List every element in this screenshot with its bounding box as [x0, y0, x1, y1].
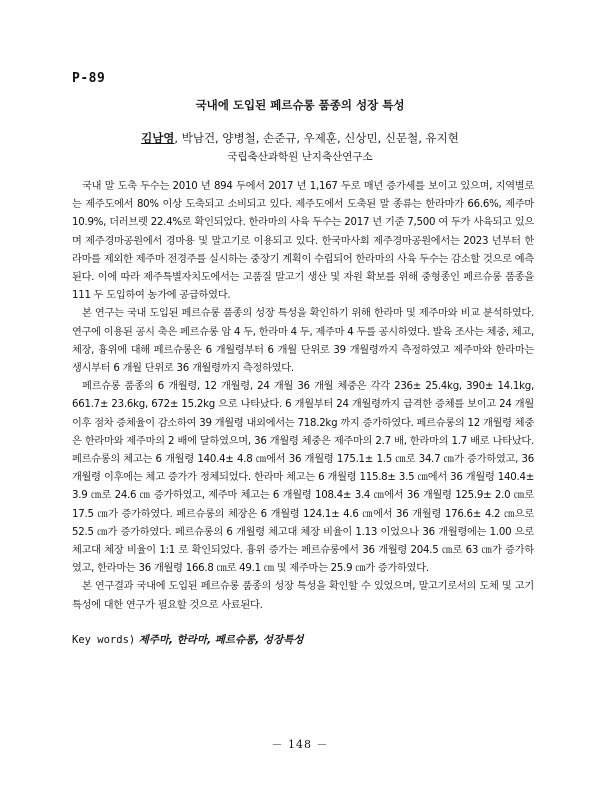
- abstract-body: [72, 178, 534, 615]
- abstract-paragraph-1: 국내 말 도축 두수는 2010 년 894 두에서 2017 년 1,167 두로 매년 증가세를 보이고 있으며, 지역별로는 제주도에서 80% 이상 도축되고 소비되고 있다. 제주도에서 도축된 말 종류는 한라마가 66.6%, 제주마 10.9%, 더러브렛 22.4%로 확인되었다. 한라마의 사육 두수는 2017 년 기준 7,500 여 두가 사육되고 있으며 제주경마공원에서 경마용 및 말고기로 이용되고 있다. 한국마사회 제주경마공원에서는 2023 년부터 한라마를 제외한 제주마 전경주를 실시하는 중장기 계획이 수립되어 한라마의 사육 두수는 감소할 것으로 예측된다. 이에 따라 제주특별자치도에서는 고품질 말고기 생산 및 자원 확보를 위해 중형종인 페르슈롱 품종을 111 두 도입하여 농가에 공급하였다.: [72, 181, 534, 302]
- keywords-line: [72, 632, 304, 647]
- affiliation: 국립축산과학원 난지축산연구소: [227, 151, 373, 163]
- author-list: [0, 130, 600, 146]
- co-authors: , 박남건, 양병철, 손준규, 우제훈, 신상민, 신문철, 유지현: [174, 131, 459, 145]
- abstract-paragraph-3: 페르슈롱 품종의 6 개월령, 12 개월령, 24 개월 36 개월 체중은 각각 236± 25.4kg, 390± 14.1kg, 661.7± 23.6kg, 672± 15.2kg 으로 나타났다. 6 개월부터 24 개월령까지 급격한 증체를 보이고 24 개월 이후 점차 증체율이 감소하여 39 개월령 내외에서는 718.2kg 까지 증가하였다. 페르슈롱의 12 개월령 체중은 한라마와 제주마의 2 배에 달하였으며, 36 개월령 체중은 제주마의 2.7 배, 한라마의 1.7 배로 나타났다. 페르슈롱의 체고는 6 개월령 140.4± 4.8 ㎝에서 36 개월령 175.1± 1.5 ㎝로 34.7 ㎝가 증가하였고, 36 개월령 이후에는 체고 증가가 정체되었다. 한라마 체고는 6 개월령 115.8± 3.5 ㎝에서 36 개월령 140.4± 3.9 ㎝로 24.6 ㎝ 증가하였고, 제주마 체고는 6 개월령 108.4± 3.4 ㎝에서 36 개월령 125.9± 2.0 ㎝로 17.5 ㎝가 증가하였다. 페르슈롱의 체장은 6 개월령 124.1± 4.6 ㎝에서 36 개월령 176.6± 4.2 ㎝으로 52.5 ㎝가 증가하였다. 페르슈롱의 6 개월령 체고대 체장 비율이 1.13 이었으나 36 개월령에는 1.00 으로 체고대 체장 비율이 1:1 로 확인되었다. 흉위 증가는 페르슈롱에서 36 개월령 204.5 ㎝로 63 ㎝가 증가하였고, 한라마는 36 개월령 166.8 ㎝로 49.1 ㎝ 및 제주마는 25.9 ㎝가 증가하였다.: [72, 381, 534, 575]
- paper-title: 국내에 도입된 페르슈롱 품종의 성장 특성: [195, 98, 405, 112]
- page-number: － 148 －: [271, 738, 329, 751]
- keywords-label: Key words): [72, 634, 136, 646]
- lead-author: 김남영: [141, 131, 175, 145]
- abstract-paragraph-4: 본 연구결과 국내에 도입된 페르슈롱 품종의 성장 특성을 확인할 수 있었으며, 말고기로서의 도체 및 고기 특성에 대한 연구가 필요할 것으로 사료된다.: [72, 581, 534, 611]
- keywords-value: 제주마, 한라마, 페르슈롱, 성장특성: [138, 634, 304, 646]
- abstract-paragraph-2: 본 연구는 국내 도입된 페르슈롱 품종의 성장 특성을 확인하기 위해 한라마 및 제주마와 비교 분석하였다. 연구에 이용된 공시 축은 페르슈롱 암 4 두, 한라마 4 두, 제주마 4 두를 공시하였다. 발육 조사는 체중, 체고, 체장, 흉위에 대해 페르슈롱은 6 개월령부터 6 개월 단위로 39 개월령까지 측정하였고 제주마와 한라마는 생시부터 6 개월 단위로 36 개월령까지 측정하였다.: [72, 308, 534, 375]
- paper-id: P-89: [72, 71, 106, 86]
